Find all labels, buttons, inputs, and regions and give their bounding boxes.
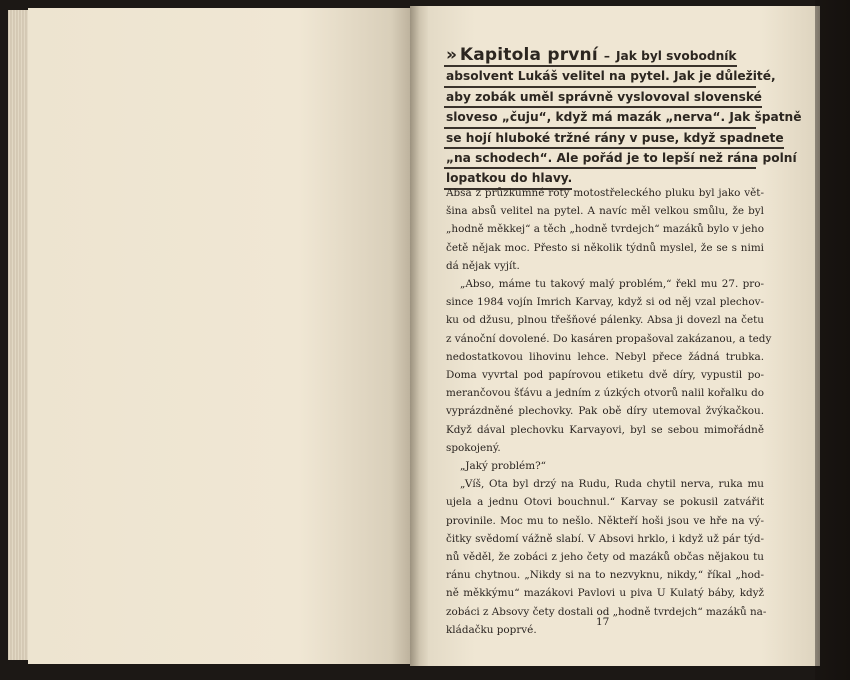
text-line: Absa z průzkumné roty motostřeleckého pluku byl jako vět- — [446, 187, 764, 199]
text-line: ku od džusu, plnou třešňové pálenky. Absa ji dovezl na četu — [446, 314, 764, 327]
chapter-summary-line: „na schodech“. Ale pořád je to lepší než rána polní — [444, 149, 756, 169]
text-line: ně měkkýmu“ mazákovi Pavlovi u piva U Kulatý báby, když — [446, 587, 764, 600]
text-line: Když dával plechovku Karvayovi, byl se sebou mimořádně — [446, 423, 764, 436]
text-line: ránu chytnou. „Nikdy si na to nezvyknu, nikdy,“ říkal „hod- — [446, 569, 764, 582]
text-line: provinile. Moc mu to nešlo. Někteří hoši jsou ve hře na vý- — [446, 514, 764, 527]
chapter-dash: – — [603, 49, 610, 63]
text-line: šina absů velitel na pytel. A navíc měl velkou smůlu, že byl — [446, 205, 764, 218]
text-line: „Víš, Ota byl drzý na Rudu, Ruda chytil nerva, ruka mu — [460, 478, 764, 491]
text-line: vyprázdněné plechovky. Pak obě díry utemoval žvýkačkou. — [446, 405, 764, 418]
chapter-title: Kapitola první — [459, 45, 598, 65]
chapter-marker: » — [446, 45, 456, 65]
chapter-heading-block — [444, 45, 802, 190]
text-line: nedostatkovou lihovinu lehce. Nebyl přece žádná trubka. — [446, 350, 764, 363]
text-line: nů věděl, že zobáci z jeho čety od mazáků občas nějakou tu — [446, 551, 764, 564]
text-line: dá nějak vyjít. — [446, 259, 520, 272]
chapter-summary-line: Jak byl svobodník — [615, 49, 737, 63]
chapter-summary-line: absolvent Lukáš velitel na pytel. Jak je důležité, — [444, 67, 756, 87]
text-line: spokojený. — [446, 441, 501, 454]
chapter-summary-line: sloveso „čuju“, když má mazák „nerva“. Jak špatně — [444, 108, 756, 128]
chapter-summary-line: aby zobák uměl správně vyslovoval slovenské — [444, 88, 762, 108]
text-line: merančovou šťávu a jedním z úzkých otvorů nalil kořalku do — [446, 387, 764, 400]
left-page-blank — [28, 8, 414, 664]
chapter-heading-line — [444, 46, 737, 67]
text-line: ujela a jednu Otovi bouchnul.“ Karvay se pokusil zatvářit — [446, 496, 764, 509]
text-line: čitky svědomí vážně slabí. V Absovi hrklo, i když už pár týd- — [446, 532, 764, 545]
text-line: Doma vyvrtal pod papírovou etiketu dvě díry, vypustil po- — [446, 369, 764, 382]
text-line: zobáci z Absovy čety dostali od „hodně tvrdejch“ mazáků na- — [446, 605, 767, 618]
right-shadow — [815, 0, 850, 680]
text-line: četě nějak moc. Přesto si několik týdnů myslel, že se s nimi — [446, 241, 764, 254]
text-line: since 1984 vojín Imrich Karvay, když si od něj vzal plechov- — [446, 296, 764, 309]
chapter-summary-line: se hojí hluboké tržné rány v puse, když spadnete — [444, 129, 784, 149]
text-line: „Jaký problém?“ — [460, 460, 546, 473]
body-text — [446, 184, 772, 639]
text-line: „Abso, máme tu takový malý problém,“ řekl mu 27. pro- — [460, 278, 764, 291]
page-edges — [8, 10, 30, 660]
text-line: „hodně měkkej“ a těch „hodně tvrdejch“ mazáků bylo v jeho — [446, 223, 764, 236]
page-number: 17 — [596, 616, 610, 628]
text-line: kládačku poprvé. — [446, 623, 537, 636]
text-line: z vánoční dovolené. Do kasáren propašoval zakázanou, a tedy — [446, 332, 772, 345]
chapter-summary-line: lopatkou do hlavy. — [444, 169, 572, 189]
